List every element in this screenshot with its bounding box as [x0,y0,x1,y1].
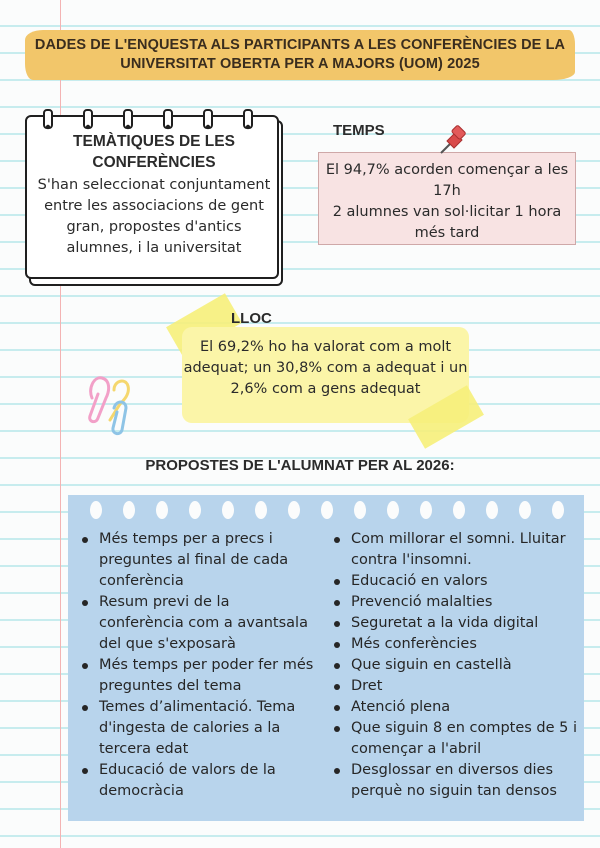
notebook-hole [90,501,102,519]
list-item: Desglossar en diversos dies perquè no siguin tan densos [330,760,578,802]
list-item: Prevenció malalties [330,592,578,613]
list-item: Seguretat a la vida digital [330,613,578,634]
notebook-hole [453,501,465,519]
notebook-hole [255,501,267,519]
notebook-hole [288,501,300,519]
list-item: Resum previ de la conferència com a avantsala del que s'exposarà [78,592,318,655]
notebook-hole [552,501,564,519]
topics-title: TEMÀTIQUES DE LES CONFERÈNCIES [73,133,235,171]
list-item: Més conferències [330,634,578,655]
notebook-hole [420,501,432,519]
paper-clips-icon [84,368,144,436]
list-item: Temes d’alimentació. Tema d'ingesta de calories a la tercera edat [78,697,318,760]
temps-line-1: El 94,7% acorden començar a les 17h [325,162,569,199]
temps-line-2: 2 alumnes van sol·licitar 1 hora més tard [332,204,562,241]
notebook-hole [156,501,168,519]
topics-card [25,115,285,285]
notebook-hole [354,501,366,519]
spiral-ring-icon [203,109,213,129]
notebook-hole [387,501,399,519]
proposals-list-left [78,529,318,802]
list-item: Que siguin 8 en comptes de 5 i començar a l'abril [330,718,578,760]
list-item: Més temps per poder fer més preguntes del tema [78,655,318,697]
notebook-hole [486,501,498,519]
notebook-hole [222,501,234,519]
notebook-front-page [25,115,279,279]
list-item: Educació de valors de la democràcia [78,760,318,802]
temps-box [318,152,576,245]
topics-body: S'han seleccionat conjuntament entre les associacions de gent gran, propostes d'antics alumnes, i la universitat [37,177,271,256]
proposals-heading: PROPOSTES DE L'ALUMNAT PER AL 2026: [145,457,455,474]
list-item: Més temps per a precs i preguntes al final de cada conferència [78,529,318,592]
proposals-list-right [330,529,578,802]
notebook-hole [519,501,531,519]
proposals-box [68,495,584,821]
notebook-hole [321,501,333,519]
lloc-heading: LLOC [231,310,272,327]
list-item: Dret [330,676,578,697]
push-pin-icon [435,125,469,159]
title-banner [25,30,575,80]
lloc-body: El 69,2% ho ha valorat com a molt adequat; un 30,8% com a adequat i un 2,6% com a gens adequat [183,339,468,397]
list-item: Atenció plena [330,697,578,718]
spiral-ring-icon [163,109,173,129]
spiral-ring-icon [83,109,93,129]
spiral-ring-icon [123,109,133,129]
spiral-ring-icon [43,109,53,129]
notebook-hole [189,501,201,519]
spiral-ring-icon [243,109,253,129]
page-title: DADES DE L'ENQUESTA ALS PARTICIPANTS A LES CONFERÈNCIES DE LA UNIVERSITAT OBERTA PER A MAJORS (UOM) 2025 [34,37,566,72]
temps-heading: TEMPS [333,122,385,139]
list-item: Com millorar el somni. Lluitar contra l'insomni. [330,529,578,571]
list-item: Que siguin en castellà [330,655,578,676]
list-item: Educació en valors [330,571,578,592]
notebook-hole [123,501,135,519]
